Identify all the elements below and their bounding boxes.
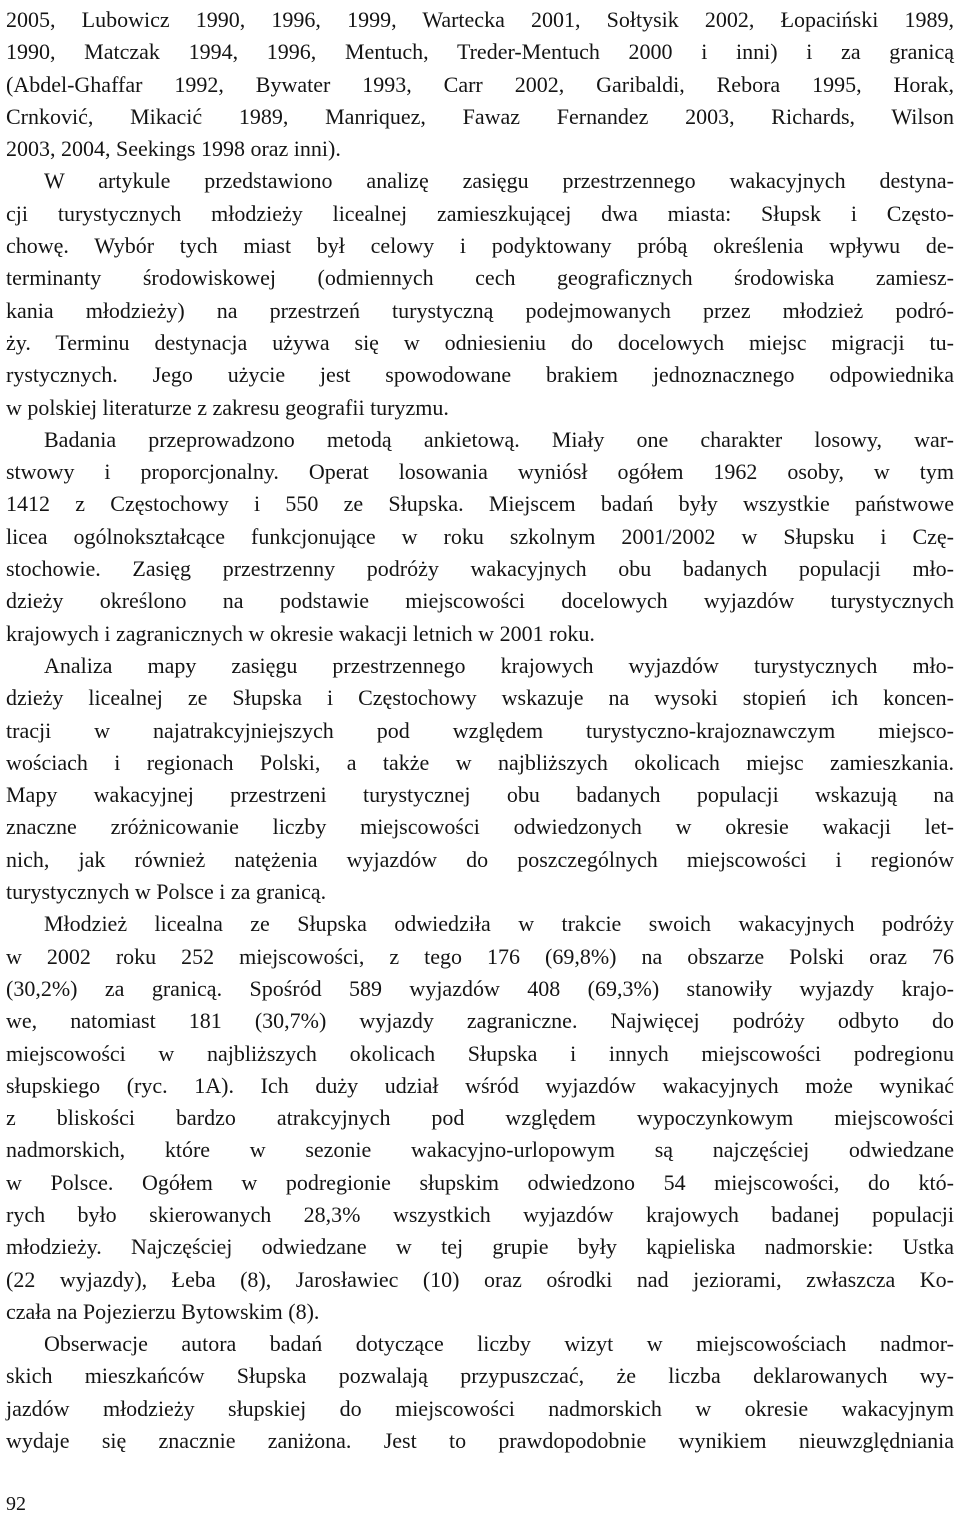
text-line: stwowy i proporcjonalny. Operat losowania wyniósł ogółem 1962 osoby, w tym xyxy=(6,459,954,485)
paragraph xyxy=(6,424,954,650)
text-line: nich, jak również natężenia wyjazdów do poszczególnych miejscowości i regionów xyxy=(6,846,954,872)
paragraph xyxy=(6,908,954,1328)
text-line: słupskiego (ryc. 1A). Ich duży udział wśród wyjazdów wakacyjnych może wynikać xyxy=(6,1072,954,1098)
text-line: terminanty środowiskowej (odmiennych cech geograficznych środowiska zamiesz- xyxy=(6,265,954,291)
text-line: wydaje się znacznie zaniżona. Jest to prawdopodobnie wynikiem nieuwzględniania xyxy=(6,1428,954,1454)
paragraph xyxy=(6,4,954,165)
text-line: z bliskości bardzo atrakcyjnych pod względem wypoczynkowym miejscowości xyxy=(6,1105,954,1131)
text-line: cji turystycznych młodzieży licealnej zamieszkującej dwa miasta: Słupsk i Często- xyxy=(6,200,954,226)
paragraph xyxy=(6,650,954,908)
text-line: Crnković, Mikacić 1989, Manriquez, Fawaz Fernandez 2003, Richards, Wilson xyxy=(6,103,954,129)
text-line: w Polsce. Ogółem w podregionie słupskim odwiedzono 54 miejscowości, do któ- xyxy=(6,1169,954,1195)
text-line: rystycznych. Jego użycie jest spowodowane brakiem jednoznacznego odpowiednika xyxy=(6,362,954,388)
text-line: czała na Pojezierzu Bytowskim (8). xyxy=(6,1298,320,1324)
text-line: dzieży określono na podstawie miejscowości docelowych wyjazdów turystycznych xyxy=(6,588,954,614)
text-line: skich mieszkańców Słupska pozwalają przypuszczać, że liczba deklarowanych wy- xyxy=(6,1363,954,1389)
text-line: stochowie. Zasięg przestrzenny podróży wakacyjnych obu badanych populacji mło- xyxy=(6,556,954,582)
text-line: rych było skierowanych 28,3% wszystkich wyjazdów krajowych badanej populacji xyxy=(6,1201,954,1227)
text-line: Młodzież licealna ze Słupska odwiedziła w trakcie swoich wakacyjnych podróży xyxy=(44,911,954,937)
text-line: wościach i regionach Polski, a także w najbliższych okolicach miejsc zamieszkania. xyxy=(6,749,954,775)
text-line: tracji w najatrakcyjniejszych pod względem turystyczno-krajoznawczym miejsco- xyxy=(6,717,954,743)
text-line: młodzieży. Najczęściej odwiedzane w tej grupie były kąpieliska nadmorskie: Ustka xyxy=(6,1234,954,1260)
text-line: licea ogólnokształcące funkcjonujące w roku szkolnym 2001/2002 w Słupsku i Czę- xyxy=(6,523,954,549)
text-line: w 2002 roku 252 miejscowości, z tego 176 (69,8%) na obszarze Polski oraz 76 xyxy=(6,943,954,969)
text-line: w polskiej literaturze z zakresu geografii turyzmu. xyxy=(6,394,449,420)
text-line: Analiza mapy zasięgu przestrzennego krajowych wyjazdów turystycznych mło- xyxy=(44,652,954,678)
text-line: nadmorskich, które w sezonie wakacyjno-urlopowym są najczęściej odwiedzane xyxy=(6,1137,954,1163)
text-line: 2003, 2004, Seekings 1998 oraz inni). xyxy=(6,136,341,162)
text-line: znaczne zróżnicowanie liczby miejscowości odwiedzonych w okresie wakacji let- xyxy=(6,814,954,840)
text-line: (30,2%) za granicą. Spośród 589 wyjazdów 408 (69,3%) stanowiły wyjazdy krajo- xyxy=(6,975,954,1001)
text-line: (22 wyjazdy), Łeba (8), Jarosławiec (10) oraz ośrodki nad jeziorami, zwłaszcza Ko- xyxy=(6,1266,954,1292)
text-line: miejscowości w najbliższych okolicach Słupska i innych miejscowości podregionu xyxy=(6,1040,954,1066)
text-line: 2005, Lubowicz 1990, 1996, 1999, Wartecka 2001, Sołtysik 2002, Łopaciński 1989, xyxy=(6,7,954,32)
text-line: 1412 z Częstochowy i 550 ze Słupska. Miejscem badań były wszystkie państwowe xyxy=(6,491,954,517)
paragraph xyxy=(6,165,954,423)
text-line: turystycznych w Polsce i za granicą. xyxy=(6,879,327,905)
text-line: kania młodzieży) na przestrzeń turystyczną podejmowanych przez młodzież podró- xyxy=(6,297,954,323)
text-line: dzieży licealnej ze Słupska i Częstochowy wskazuje na wysoki stopień ich koncen- xyxy=(6,685,954,711)
text-line: chowę. Wybór tych miast był celowy i podyktowany próbą określenia wpływu de- xyxy=(6,233,954,259)
page-number: 92 xyxy=(6,1493,26,1515)
text-line: krajowych i zagranicznych w okresie wakacji letnich w 2001 roku. xyxy=(6,620,595,646)
text-line: we, natomiast 181 (30,7%) wyjazdy zagraniczne. Najwięcej podróży odbyto do xyxy=(6,1008,954,1034)
text-line: jazdów młodzieży słupskiej do miejscowości nadmorskich w okresie wakacyjnym xyxy=(6,1395,954,1421)
text-line: W artykule przedstawiono analizę zasięgu przestrzennego wakacyjnych destyna- xyxy=(44,168,954,194)
document-body xyxy=(6,4,954,1457)
text-line: 1990, Matczak 1994, 1996, Mentuch, Treder-Mentuch 2000 i inni) i za granicą xyxy=(6,39,954,65)
text-line: Mapy wakacyjnej przestrzeni turystycznej obu badanych populacji wskazują na xyxy=(6,782,954,808)
text-line: ży. Terminu destynacja używa się w odniesieniu do docelowych miejsc migracji tu- xyxy=(6,329,954,355)
paragraph xyxy=(6,1328,954,1457)
text-line: (Abdel-Ghaffar 1992, Bywater 1993, Carr 2002, Garibaldi, Rebora 1995, Horak, xyxy=(6,71,954,97)
text-line: Obserwacje autora badań dotyczące liczby wizyt w miejscowościach nadmor- xyxy=(44,1331,954,1357)
text-line: Badania przeprowadzono metodą ankietową. Miały one charakter losowy, war- xyxy=(44,426,954,452)
